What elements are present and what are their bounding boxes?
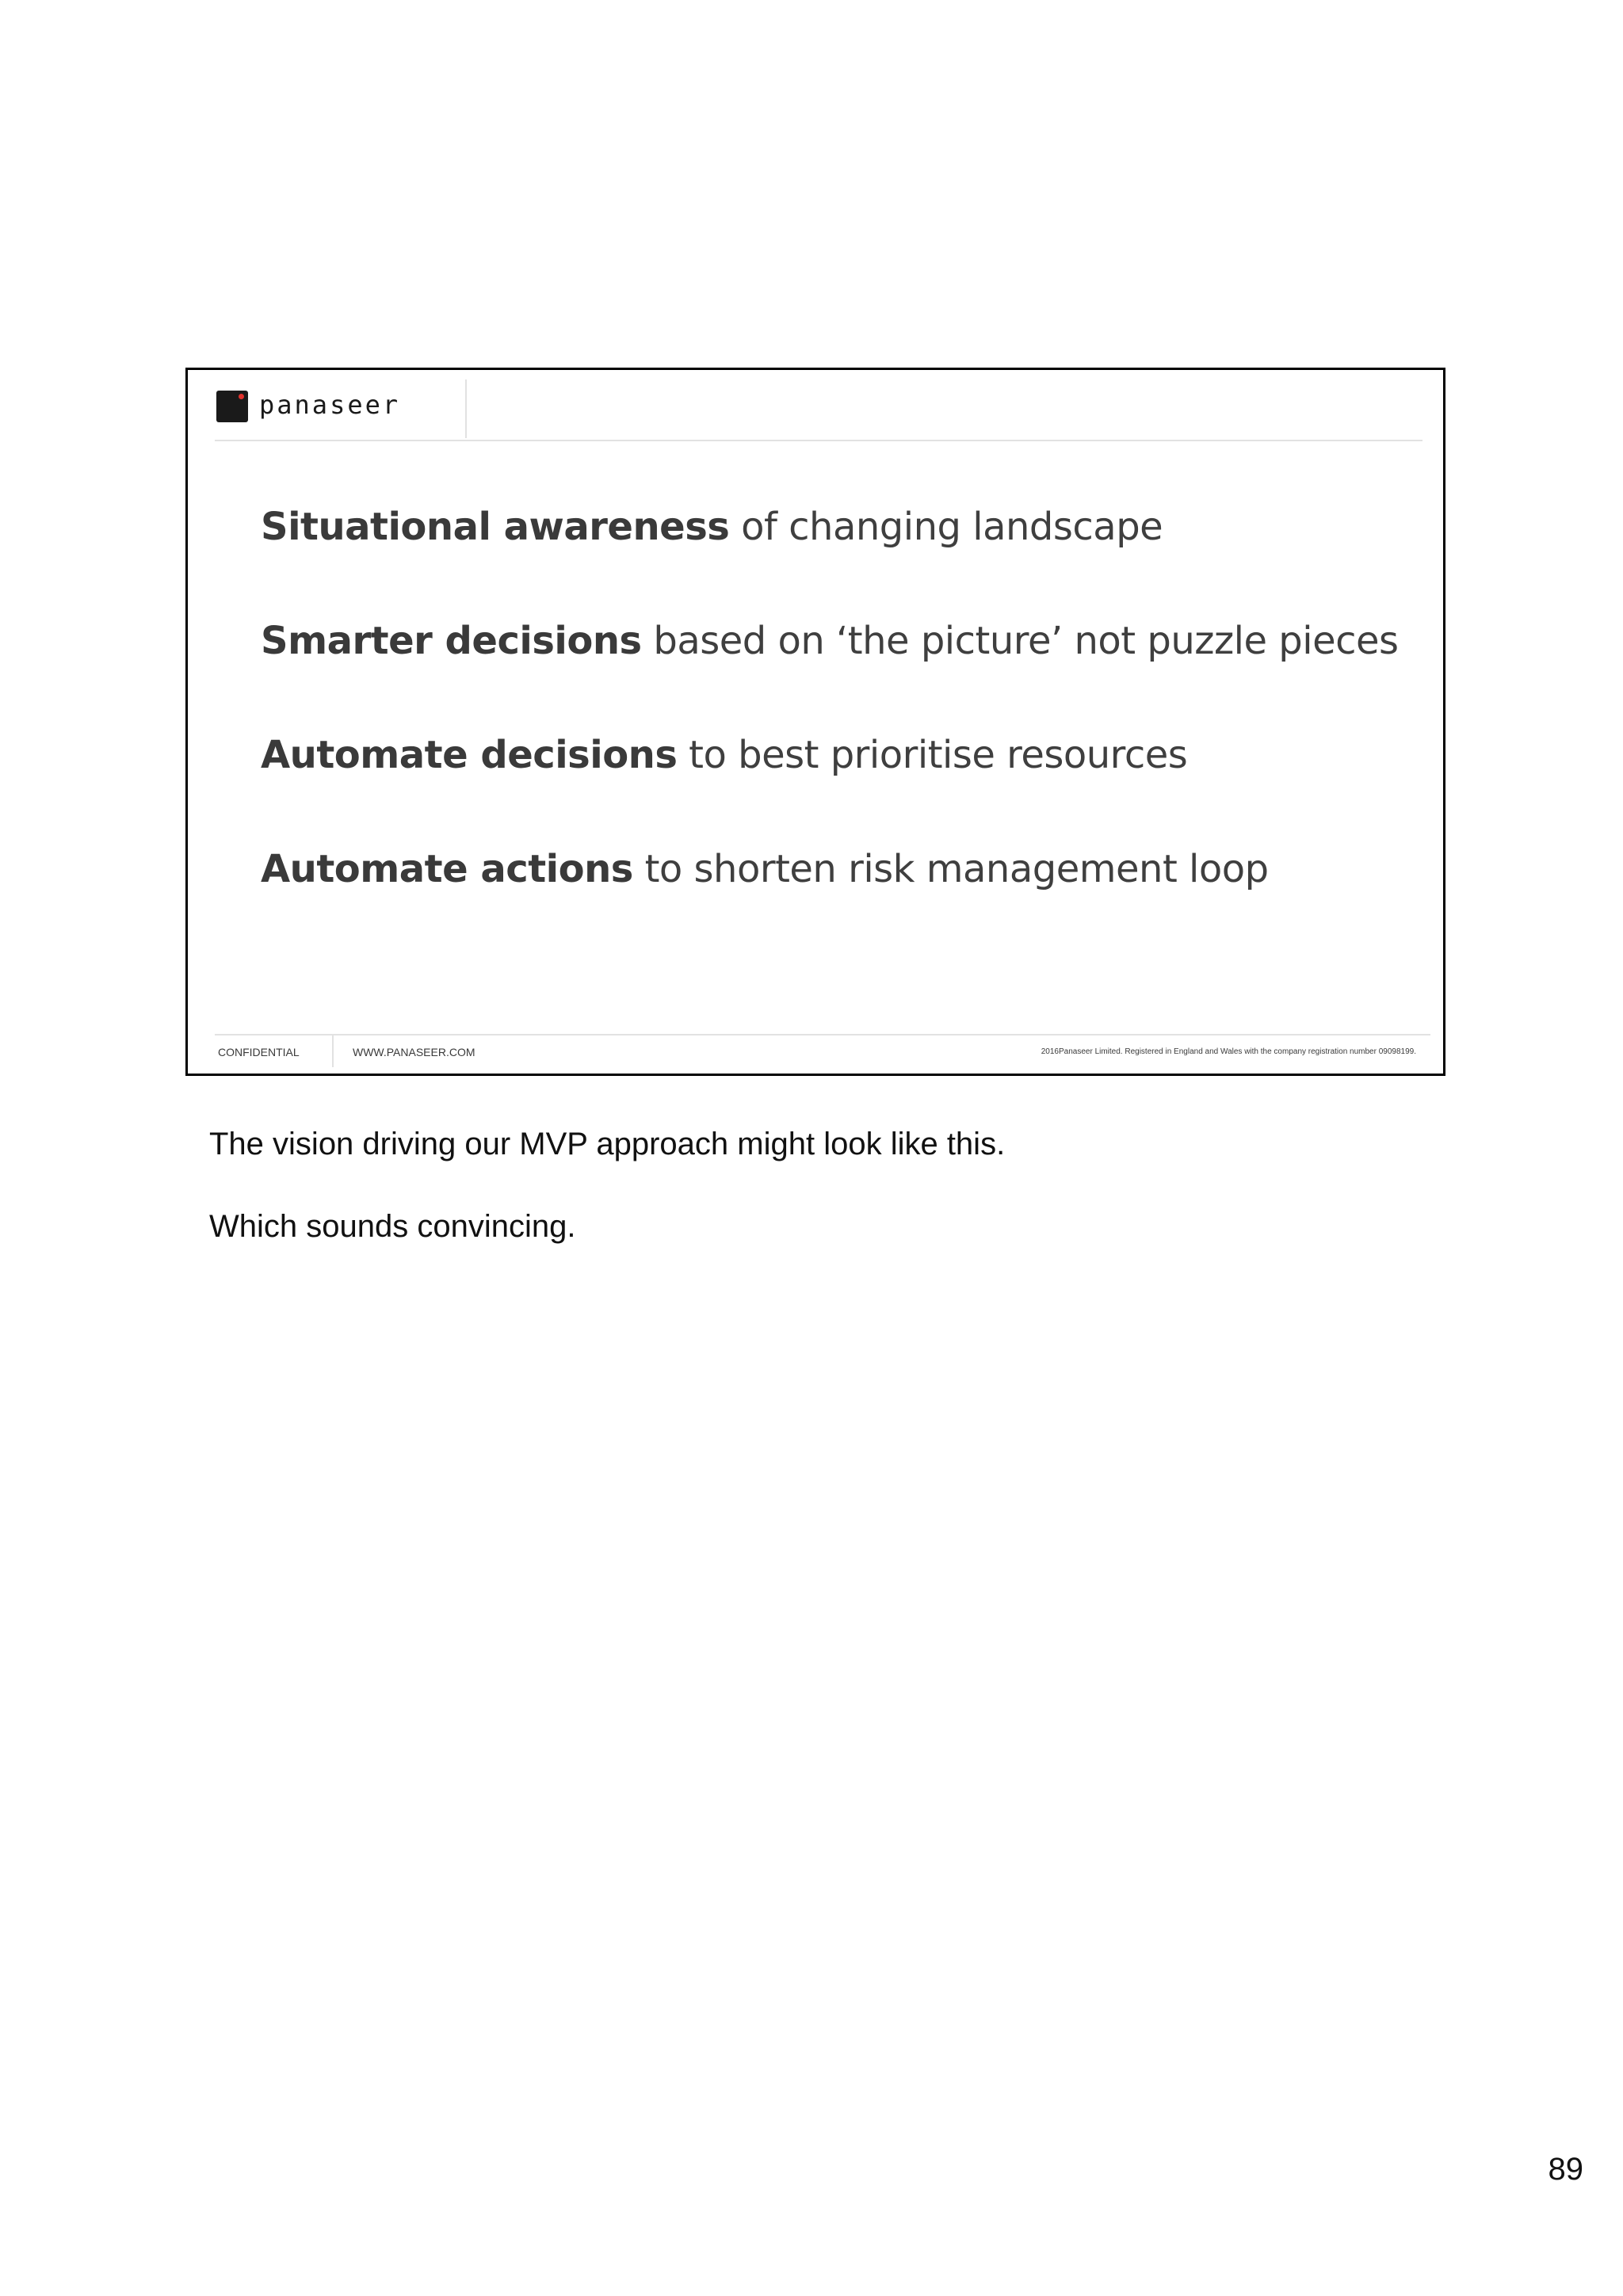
header-rule [215,440,1423,441]
footer-divider [332,1035,334,1067]
panaseer-logo-icon [216,391,248,422]
page-number: 89 [1548,2152,1583,2187]
bullet-situational-awareness: Situational awareness of changing landscape [261,505,1163,549]
speaker-notes [209,1123,1005,1288]
footer-rule [215,1034,1430,1035]
footer-confidential: CONFIDENTIAL [218,1046,300,1058]
header-divider [465,379,467,438]
footer-legal: 2016Panaseer Limited. Registered in England and Wales with the company registration number 09098199. [1041,1047,1416,1056]
slide-image [185,368,1445,1076]
bullet-automate-decisions: Automate decisions to best prioritise resources [261,733,1188,777]
bullet-automate-actions: Automate actions to shorten risk management loop [261,847,1269,891]
footer-url: WWW.PANASEER.COM [353,1046,475,1058]
logo-text: panaseer [259,390,401,420]
logo-dot [239,394,244,399]
slide-bullets [261,503,1426,959]
bullet-smarter-decisions: Smarter decisions based on ‘the picture’ not puzzle pieces [261,619,1399,663]
note-paragraph: Which sounds convincing. [209,1209,576,1244]
note-paragraph: The vision driving our MVP approach might look like this. [209,1127,1006,1161]
slide-header [188,370,1443,441]
